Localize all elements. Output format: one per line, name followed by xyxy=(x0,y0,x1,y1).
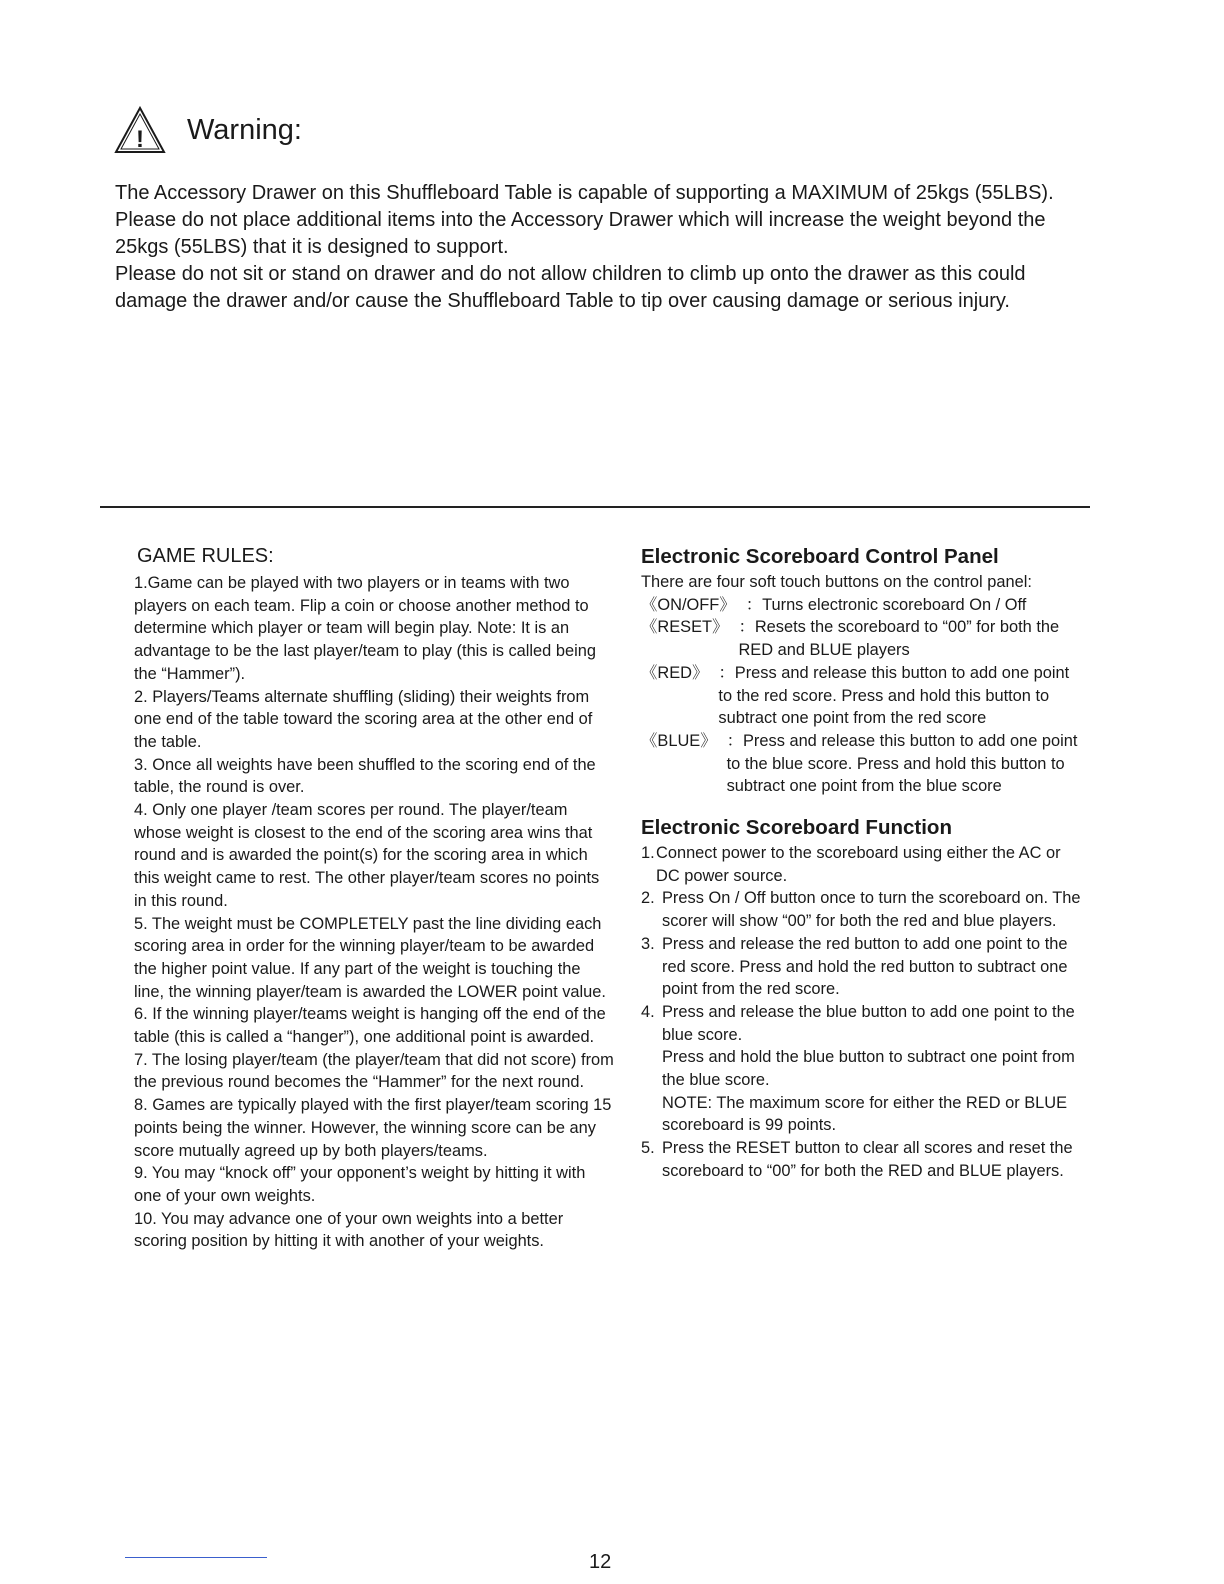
control-button-blue xyxy=(641,730,1081,798)
game-rules-section xyxy=(134,543,614,1253)
warning-text xyxy=(115,180,1095,315)
item-number: 5. xyxy=(641,1139,655,1158)
rule-item: 6. If the winning player/teams weight is hanging off the end of the table (this is called a “hanger”), one additional point is awarded. xyxy=(134,1005,606,1047)
control-button-red xyxy=(641,662,1081,730)
item-note: NOTE: The maximum score for either the RED or BLUE scoreboard is 99 points. xyxy=(662,1093,1068,1135)
button-name: 《RED》 xyxy=(641,663,709,682)
game-rules-heading: GAME RULES: xyxy=(137,545,274,567)
page-number: 12 xyxy=(589,1551,612,1573)
item-text: Press and release the blue button to add one point to the blue score. xyxy=(662,1002,1075,1044)
item-number: 3. xyxy=(641,934,655,953)
button-description: ：Press and release this button to add one point to the red score. Press and hold this button to subtract one point from the red score xyxy=(718,663,1070,728)
svg-text:!: ! xyxy=(136,126,144,153)
rule-item: 8. Games are typically played with the first player/team scoring 15 points being the winner. However, the winning score can be any score mutually agreed up by both players/teams. xyxy=(134,1096,612,1160)
scoreboard-section xyxy=(641,543,1081,1183)
item-text-extra: Press and hold the blue button to subtract one point from the blue score. xyxy=(662,1048,1075,1090)
rule-item: 2. Players/Teams alternate shuffling (sliding) their weights from one end of the table toward the scoring area at the other end of the table. xyxy=(134,687,593,751)
function-item xyxy=(641,842,1081,887)
button-name: 《RESET》 xyxy=(641,618,729,637)
item-number: 2. xyxy=(641,889,655,908)
function-section xyxy=(641,814,1081,1183)
rule-item: 4. Only one player /team scores per round. The player/team whose weight is closest to the end of the scoring area wins that round and is awarded the point(s) for the scoring area in which this weight came to rest. The other player/team scores no points in this round. xyxy=(134,801,600,910)
button-name: 《ON/OFF》 xyxy=(641,595,736,614)
button-description: ：Turns electronic scoreboard On / Off xyxy=(745,595,1027,614)
function-item xyxy=(641,1137,1081,1182)
function-item xyxy=(641,887,1081,932)
button-description: ：Press and release this button to add one point to the blue score. Press and hold this button to subtract one point from the blue score xyxy=(726,731,1078,796)
rule-item: 9. You may “knock off” your opponent’s weight by hitting it with one of your own weights. xyxy=(134,1164,586,1205)
control-panel-intro: There are four soft touch buttons on the control panel: xyxy=(641,573,1032,591)
item-text: Connect power to the scoreboard using either the AC or DC power source. xyxy=(656,844,1061,885)
warning-paragraph: Please do not place additional items into the Accessory Drawer which will increase the weight beyond the 25kgs (55LBS) that it is designed to support. xyxy=(115,209,1046,258)
button-name: 《BLUE》 xyxy=(641,731,717,750)
item-text-group xyxy=(662,1001,1081,1137)
rule-item: 10. You may advance one of your own weights into a better scoring position by hitting it with another of your weights. xyxy=(134,1209,564,1251)
item-text: Press On / Off button once to turn the scoreboard on. The scorer will show “00” for both the red and blue players. xyxy=(662,889,1081,931)
rule-item: 5. The weight must be COMPLETELY past the line dividing each scoring area in order for the winning player/team to be awarded the higher point value. If any part of the weight is touching the line, the winning player/team is awarded the LOWER point value. xyxy=(134,914,606,1001)
rule-item: 7. The losing player/team (the player/team that did not score) from the previous round becomes the “Hammer” for the next round. xyxy=(134,1050,614,1092)
control-button-reset xyxy=(641,616,1081,661)
function-heading: Electronic Scoreboard Function xyxy=(641,816,952,840)
warning-paragraph: The Accessory Drawer on this Shuffleboard Table is capable of supporting a MAXIMUM of 25kgs (55LBS). xyxy=(115,182,1054,204)
item-number: 4. xyxy=(641,1002,655,1021)
warning-paragraph: Please do not sit or stand on drawer and do not allow children to climb up onto the drawer as this could damage the drawer and/or cause the Shuffleboard Table to tip over causing damage or serious injury. xyxy=(115,263,1026,312)
section-divider xyxy=(100,506,1090,508)
item-number: 1. xyxy=(641,844,655,863)
warning-triangle-icon xyxy=(113,105,167,155)
control-button-onoff xyxy=(641,594,1081,617)
item-text: Press and release the red button to add one point to the red score. Press and hold the red button to subtract one point from the red score. xyxy=(662,934,1068,999)
control-panel-heading: Electronic Scoreboard Control Panel xyxy=(641,545,999,568)
function-item xyxy=(641,1001,1081,1137)
rule-item: 1.Game can be played with two players or in teams with two players on each team. Flip a coin or choose another method to determine which player or team will begin play. Note: It is an advantage to be the last player/team to play (this is called being the “Hammer”). xyxy=(134,574,596,683)
function-item xyxy=(641,933,1081,1001)
warning-header xyxy=(113,100,302,160)
rule-item: 3. Once all weights have been shuffled to the scoring end of the table, the round is over. xyxy=(134,755,596,797)
footer-rule xyxy=(125,1557,267,1558)
warning-title: Warning: xyxy=(187,113,302,146)
button-description: ：Resets the scoreboard to “00” for both the RED and BLUE players xyxy=(738,618,1060,660)
item-text: Press the RESET button to clear all scores and reset the scoreboard to “00” for both the RED and BLUE players. xyxy=(662,1139,1073,1180)
